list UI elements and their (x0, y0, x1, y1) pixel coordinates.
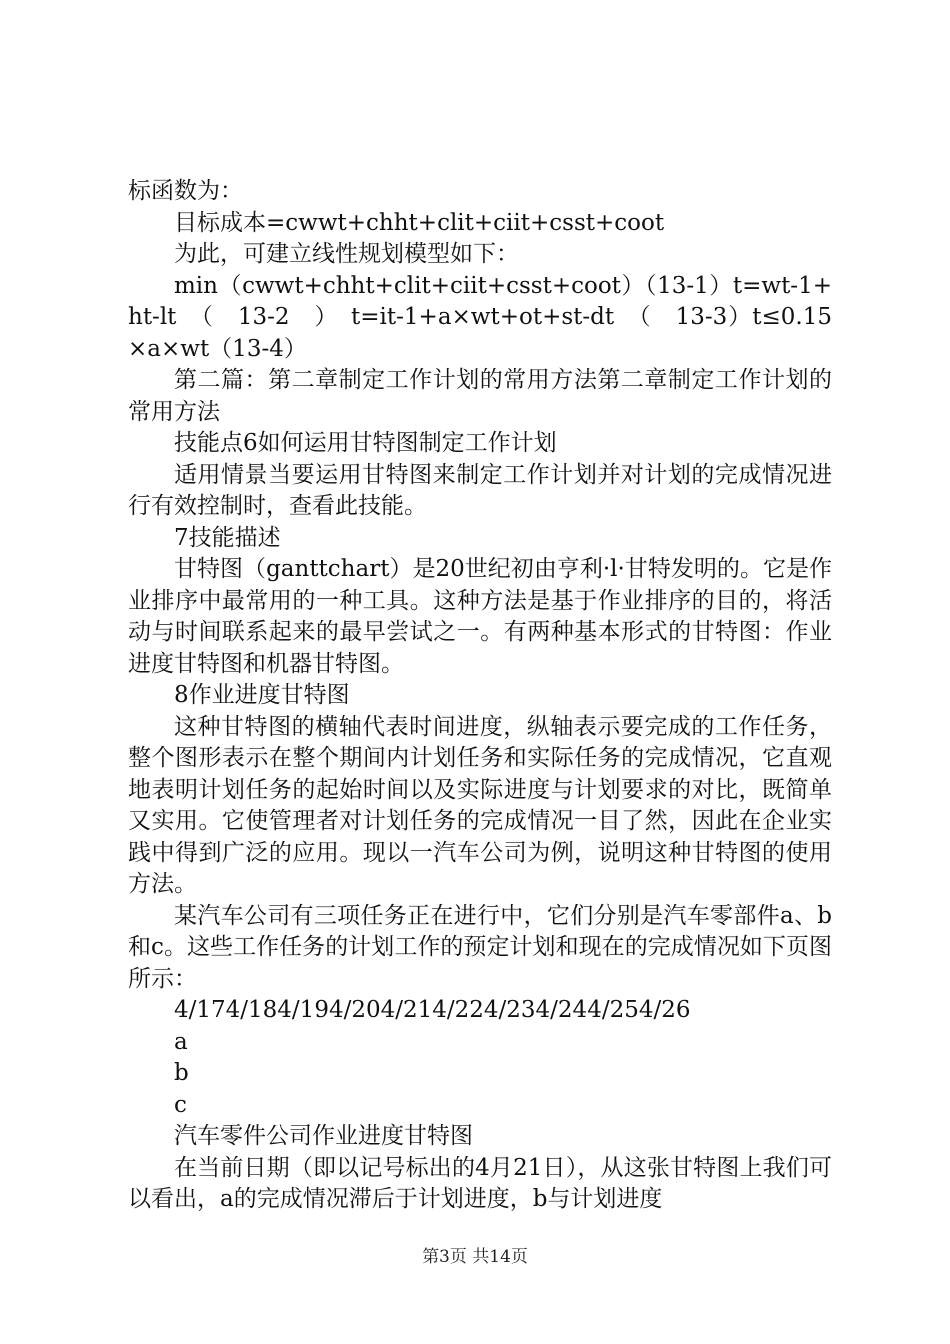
gantt-task-label-b: b (174, 1060, 189, 1086)
paragraph-chapter-heading: 第二篇：第二章制定工作计划的常用方法第二章制定工作计划的常用方法 (128, 367, 832, 425)
paragraph-auto-company-example: 某汽车公司有三项任务正在进行中，它们分别是汽车零部件a、b和c。这些工作任务的计划工作的预定计划和现在的完成情况如下页图所示： (128, 902, 832, 992)
paragraph-schedule-gantt-heading: 8作业进度甘特图 (174, 682, 350, 708)
paragraph-skill-description-heading: 7技能描述 (174, 524, 281, 551)
paragraph-schedule-gantt-description: 这种甘特图的横轴代表时间进度，纵轴表示要完成的工作任务，整个图形表示在整个期间内计划任务和实际任务的完成情况，它直观地表明计划任务的起始时间以及实际进度与计划要求的对比，既简单又实用。它使管理者对计划任务的完成情况一目了然，因此在企业实践中得到广泛的应用。现以一汽车公司为例，说明这种甘特图的使用方法。 (128, 713, 832, 897)
paragraph-gantt-definition: 甘特图（ganttchart）是20世纪初由亨利·l·甘特发明的。它是作业排序中最常用的一种工具。这种方法是基于作业排序的目的，将活动与时间联系起来的最早尝试之一。有两种基本形式的甘特图：作业进度甘特图和机器甘特图。 (128, 556, 832, 677)
gantt-date-axis-labels: 4/174/184/194/204/214/224/234/244/254/26 (174, 997, 691, 1023)
paragraph-applicable-scenario: 适用情景当要运用甘特图来制定工作计划并对计划的完成情况进行有效控制时，查看此技能。 (128, 461, 832, 519)
paragraph-target-cost-formula: 目标成本=cwwt+chht+clit+ciit+csst+coot (174, 209, 665, 236)
gantt-task-label-a: a (174, 1028, 188, 1055)
gantt-task-label-c: c (174, 1091, 187, 1118)
paragraph-objective-intro: 标函数为： (128, 178, 243, 204)
paragraph-lp-model: min（cwwt+chht+clit+ciit+csst+coot）（13-1）t=wt-1+ht-lt （ 13-2 ） t=it-1+a×wt+ot+st-dt （ 13-3）t≤0.15×a×wt（13-4） (128, 272, 832, 362)
paragraph-current-date-analysis: 在当前日期（即以记号标出的4月21日），从这张甘特图上我们可以看出，a的完成情况滞后于计划进度，b与计划进度 (128, 1154, 832, 1212)
paragraph-model-intro: 为此，可建立线性规划模型如下： (174, 241, 519, 267)
paragraph-skill-point-6: 技能点6如何运用甘特图制定工作计划 (174, 430, 557, 456)
gantt-chart-caption: 汽车零件公司作业进度甘特图 (174, 1123, 473, 1149)
page-footer: 第3页 共14页 (422, 1247, 528, 1267)
document-body (128, 176, 832, 1216)
